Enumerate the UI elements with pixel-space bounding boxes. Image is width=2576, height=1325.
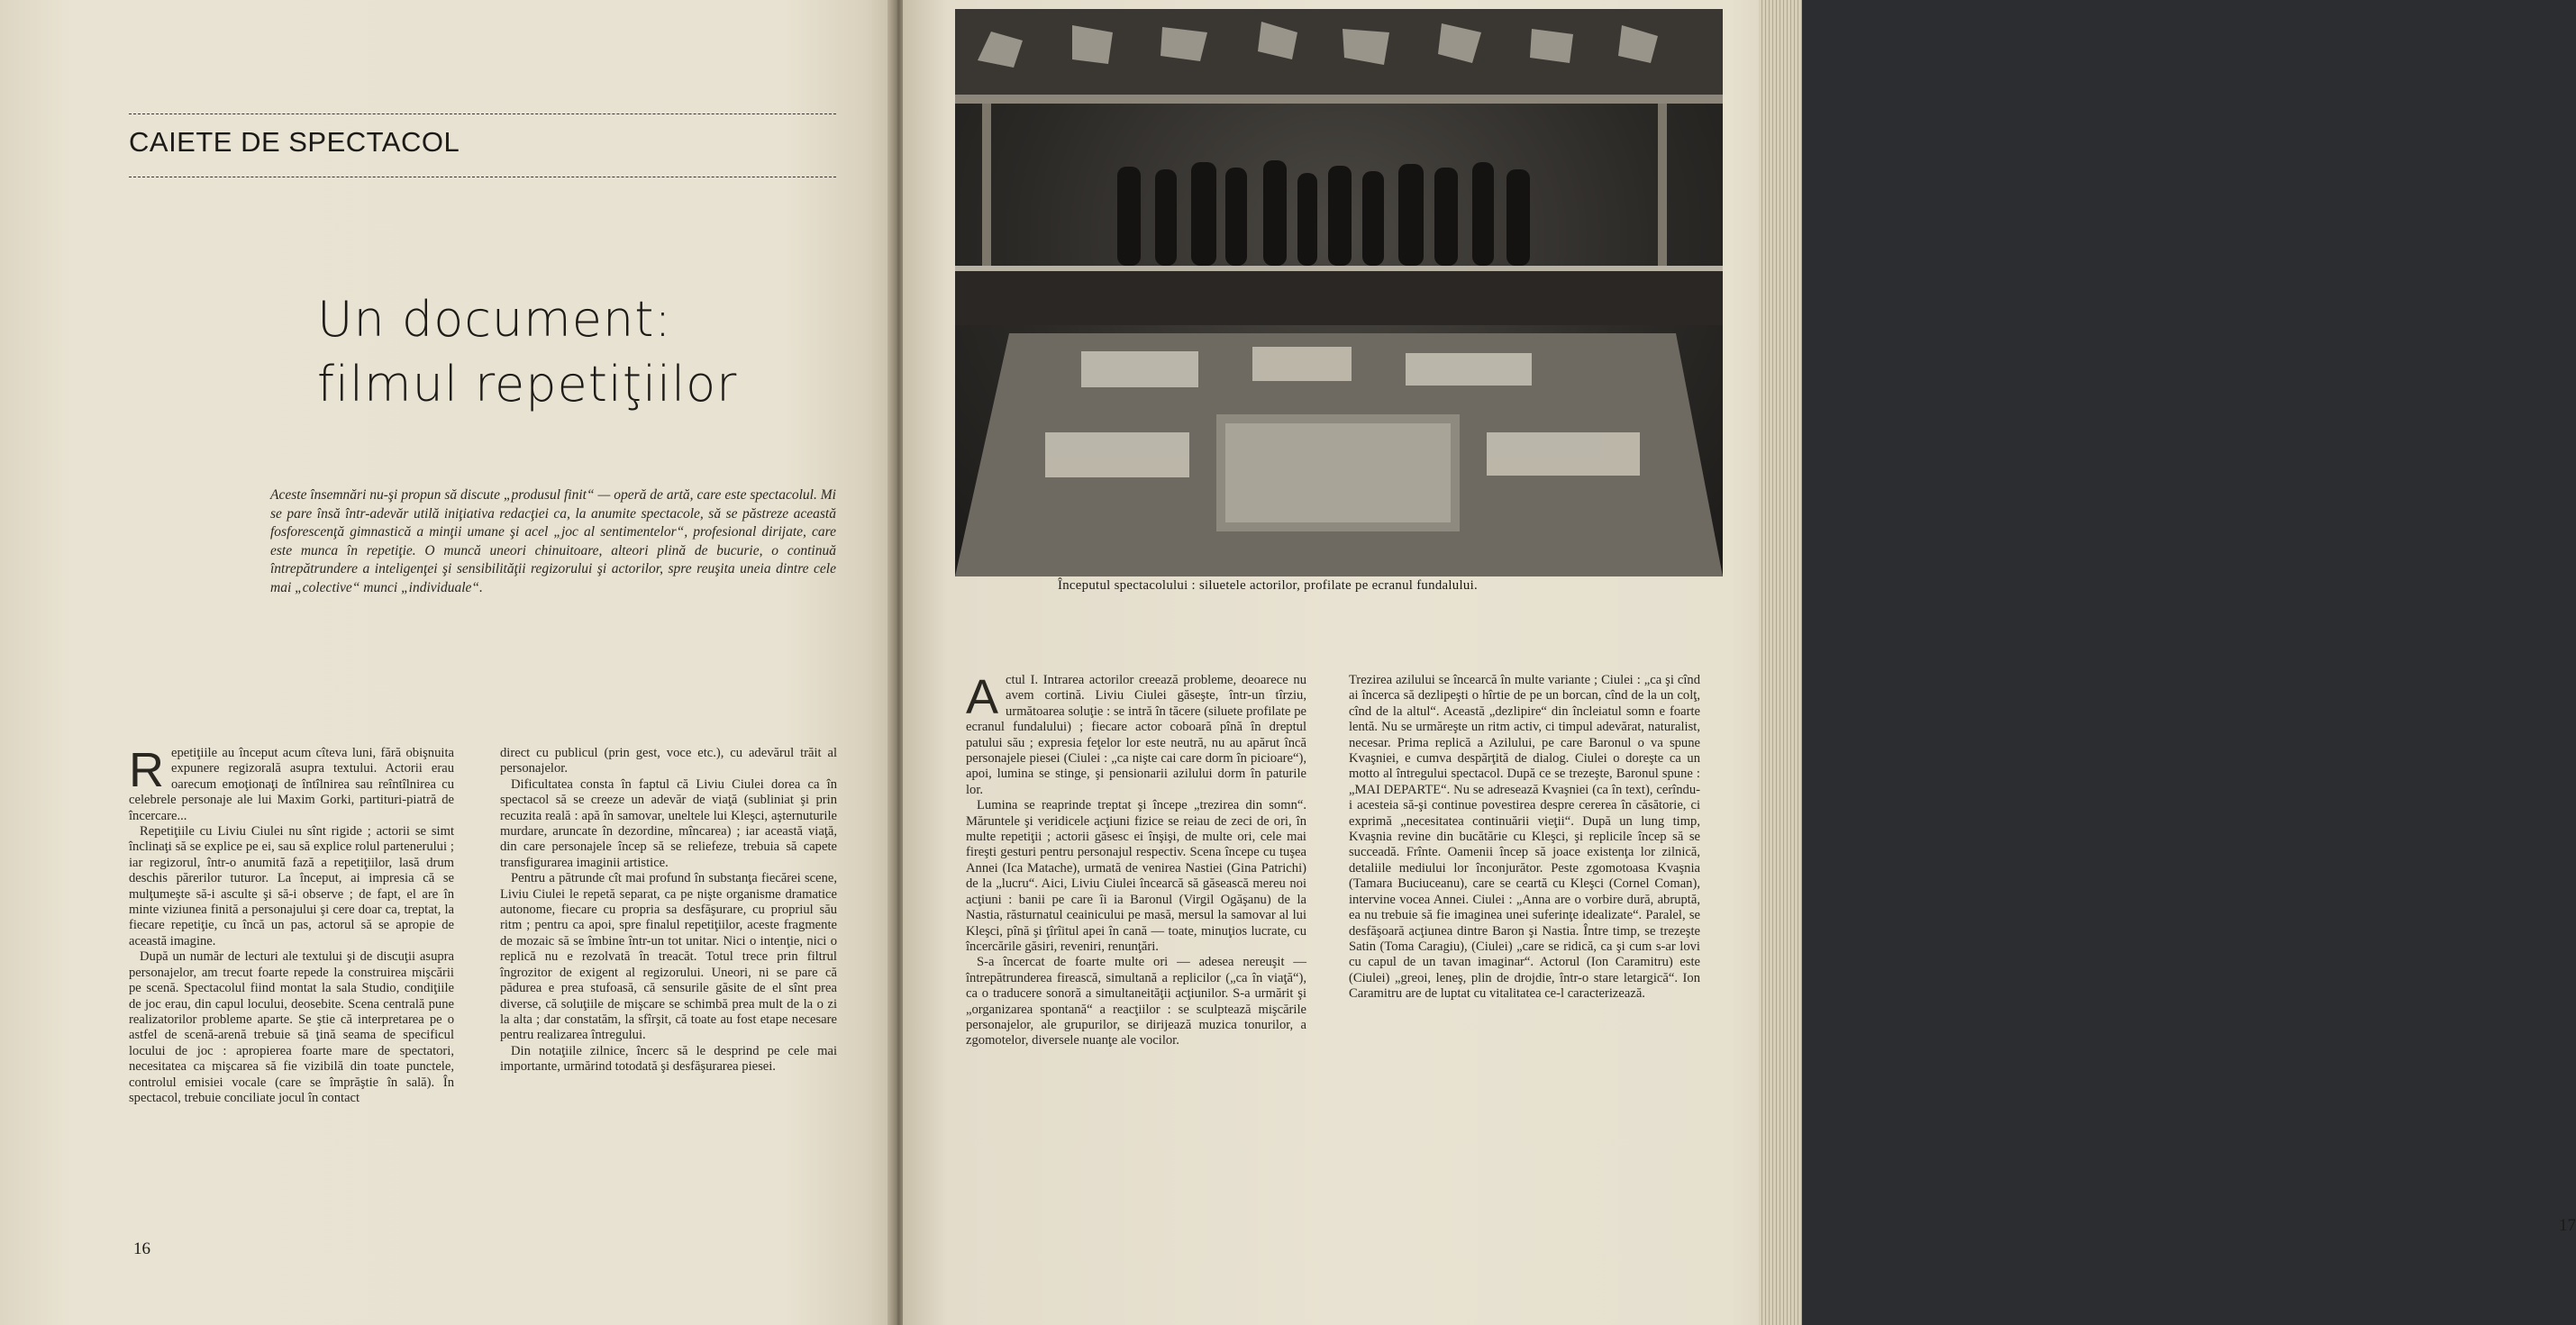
paragraph: Din notaţiile zilnice, încerc să le desprind pe cele mai importante, urmărind totodată şi desfăşurarea piesei. xyxy=(500,1043,837,1075)
paragraph: După un număr de lecturi ale textului şi de discuţii asupra personajelor, am trecut foarte repede la construirea mişcării pe scenă. Spectacolul fiind montat la sala Studio, condiţiile de joc erau, din capul locului, deosebite. Scena centrală pune realizatorilor probleme aparte. Se ştie că interpretarea pe o astfel de scenă-arenă trebuie să ţină seama de specificul locului de joc : apropierea foarte mare de spectatori, necesitatea ca mişcarea să fie vizibilă din toate punctele, controlul emisiei vocale (care se împrăştie în sală). În spectacol, trebuie conciliate jocul în contact xyxy=(129,949,454,1105)
article-intro: Aceste însemnări nu-şi propun să discute „produsul finit“ — operă de artă, care este spectacolul. Mi se pare însă într-adevăr utilă iniţiativa redacţiei ca, la anumite spectacole, să se păstreze această fosforescenţă gimnastică a minţii umane şi acel „joc al sentimentelor“, profesional dirijate, care este munca în repetiţie. O muncă uneori chinuitoare, alteori plină de bucurie, o continuă întrepătrundere a inteligenţei şi sensibilităţii regizorului şi actorilor, spre reuşita uneia dintre cele mai „colective“ munci „individuale“. xyxy=(270,487,836,595)
left-page xyxy=(0,0,892,1325)
paragraph: Repetiţiile cu Liviu Ciulei nu sînt rigide ; actorii se simt înclinaţi să se explice pe ei, sau să explice rolul partenerului ; iar regizorul, într-o anumită fază a repetiţiilor, lasă drum deschis părerilor tuturor. La început, ai impresia că se mulţumeşte să-i asculte şi să-i observe ; de fapt, el are în minte viziunea finită a personajului şi cere doar ca, treptat, la fiecare repetiţie, cu încă un pas, actorul să se apropie de această imagine. xyxy=(129,824,454,948)
right-column-2 xyxy=(1349,673,1700,1003)
stage-photo-illustration xyxy=(955,9,1723,576)
header-top-rule xyxy=(129,113,836,114)
article-title-line-2: filmul repetiţiilor xyxy=(317,356,738,413)
paragraph: Actul I. Intrarea actorilor creează probleme, deoarece nu avem cortină. Liviu Ciulei găseşte, într-un tîrziu, următoarea soluţie : se intră în tăcere (siluete profilate pe ecranul fundalului) ; fiecare actor coboară pînă în dreptul patului său ; expresia feţelor lor este neutră, nu au apărut încă personajele piesei (Ciulei : „ca nişte cai care dorm în picioare“), apoi, lumina se stinge, şi pensionarii azilului dorm în paturile lor. xyxy=(966,670,1306,797)
photo-caption: Începutul spectacolului : siluetele actorilor, profilate pe ecranul fundalului. xyxy=(1058,578,1479,593)
drop-cap: A xyxy=(966,670,999,724)
paragraph: Trezirea azilului se încearcă în multe variante ; Ciulei : „ca şi cînd ai încerca să dezlipeşti o hîrtie de pe un borcan, cînd de la un colţ, cînd de la altul“. Această „dezlipire“ din încleiatul somn e foarte lentă. Nu se urmăreşte un ritm activ, ci timpul adevărat, naturalist, necesar. Prima replică a Azilului, pe care Baronul o va spune Kvaşniei, e cumva despărţită de dialog. Ciulei o doreşte ca un motto al întregului spectacol. După ce se trezeşte, Baronul spune : „MAI DEPARTE“. Nu se adresează Kvaşniei (ca în text), cerîndu-i acesteia să-şi continue povestirea despre cererea în căsătorie, ci exprimă „necesitatea continuării vieţii“. După un lung timp, Kvaşnia revine din bucătărie cu Kleşci, şi replicile încep să se succeadă. Frînte. Oamenii încep să joace existenţa lor zilnică, detaliile mediului lor înconjurător. Peste zgomotoasa Kvaşnia (Tamara Buciuceanu), care se ceartă cu Kleşci (Cornel Coman), intervine vocea Annei. Ciulei : „Anna are o vorbire dură, abruptă, ea nu trebuie să fie imaginea unei suferinţe idealizate“. Paralel, se desfăşoară acţiunea dintre Baron şi Nastia. Între timp, se trezeşte Satin (Toma Caragiu), (Ciulei) „care se ridică, ca şi cum s-ar lovi cu capul de un tavan imaginar“. Actorul (Ion Caramitru) este (Ciulei) „greoi, leneş, plin de drojdie, într-o stare letargică“. Ion Caramitru are de luptat cu vitalitatea ce-l caracterizează. xyxy=(1349,673,1700,1002)
paragraph: Pentru a pătrunde cît mai profund în substanţa fiecărei scene, Liviu Ciulei le repetă separat, ca pe nişte organisme dramatice autonome, fiecare cu propria sa desfăşurare, cu propriul său ritm ; pentru ca apoi, spre finalul repetiţiilor, aceste fragmente de mozaic să se îmbine într-un tot unitar. Nici o intenţie, nici o replică nu e rezolvată în treacăt. Totul trece prin filtrul îngrozitor de exigent al regizorului. Uneori, ni se pare că pădurea e prea stufoasă, că sensurile găsite de el sînt prea diverse, că soluţiile de mişcare se schimbă prea mult de la o zi la alta ; dar constatăm, la sfîrşit, că toate au fost etape necesare pentru realizarea întregului. xyxy=(500,871,837,1043)
page-number: 16 xyxy=(133,1239,150,1258)
left-column-2 xyxy=(500,746,837,1075)
paragraph: Lumina se reaprinde treptat şi începe „trezirea din somn“. Măruntele şi veridicele acţiuni fizice se reiau de zeci de ori, în multe repetiţii ; actorii găsesc ei înşişi, de multe ori, cele mai fireşti gesturi pentru personajul respectiv. Scena începe cu tuşea Annei (Ica Matache), urmată de venirea Nastiei (Gina Patrichi) de la „lucru“. Aici, Liviu Ciulei încearcă să găsească mereu noi acţiuni : banii pe care îi ia Baronul (Virgil Ogăşanu) de la Nastia, răsturnatul ceainicului pe masă, mersul la samovar al lui Kleşci, pînă şi ţîrîitul apei în cană — toate, minuţios lucrate, cu încercările găsiri, reveniri, renunţări. xyxy=(966,798,1306,954)
article-title-line-1: Un document: xyxy=(317,291,672,348)
section-header: CAIETE DE SPECTACOL xyxy=(129,126,460,158)
drop-cap: R xyxy=(129,743,164,797)
book-page-edges xyxy=(1759,0,1802,1325)
left-column-1 xyxy=(129,743,454,1106)
page-number: 17 xyxy=(2559,1216,2576,1235)
paragraph: Repetiţiile au început acum cîteva luni, fără obişnuita expunere regizorală asupra textului. Actorii erau oarecum emoţionaţi de întîlnirea sau reîntîlnirea cu celebrele personaje ale lui Maxim Gorki, partituri-piatră de încercare... xyxy=(129,743,454,823)
paragraph: S-a încercat de foarte multe ori — adesea nereuşit — întrepătrunderea firească, simultană a replicilor („ca în viaţă“), ca o traducere sonoră a simultaneităţii acţiunilor. S-a urmărit şi „organizarea spontană“ a reacţiilor : se sculptează mişcările personajelor, ale grupurilor, se dirijează muzica tonurilor, a zgomotelor, diversele nuanţe ale vocilor. xyxy=(966,955,1306,1048)
right-column-1 xyxy=(966,670,1306,1049)
stage-photograph xyxy=(955,9,1723,576)
paragraph: Dificultatea consta în faptul că Liviu Ciulei dorea ca în spectacol să se creeze un adevăr de viaţă (subliniat şi prin recuzita reală : apă în samovar, uneltele lui Kleşci, aşternuturile murdare, aruncate în dezordine, mîncarea) ; iar această viaţă, din care personajele încep să se reliefeze, trebuia să capete transfigurarea imaginii artistice. xyxy=(500,776,837,870)
right-page xyxy=(903,0,2576,1325)
paragraph: direct cu publicul (prin gest, voce etc.), cu adevărul trăit al personajelor. xyxy=(500,746,837,776)
